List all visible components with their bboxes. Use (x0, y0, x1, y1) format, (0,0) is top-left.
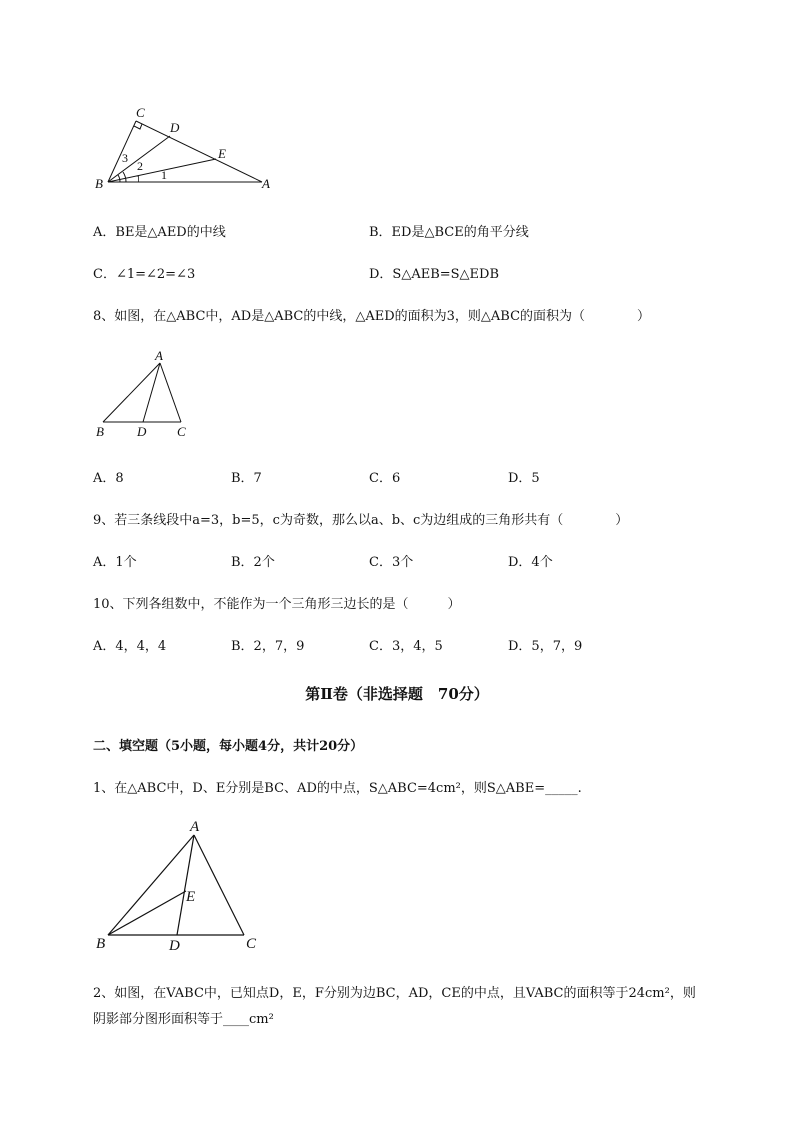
label-D: D (169, 938, 180, 954)
q8-option-d[interactable]: D．5 (508, 471, 540, 486)
q10-option-a[interactable]: A．4，4，4 (93, 639, 167, 654)
section2-heading: 二、填空题（5小题，每小题4分，共计20分） (93, 739, 364, 754)
q10-text: 10、下列各组数中，不能作为一个三角形三边长的是（ ） (93, 597, 461, 612)
label-D: D (170, 120, 180, 135)
q8-option-b[interactable]: B．7 (231, 471, 262, 486)
q7-option-a[interactable]: A．BE是△AED的中线 (93, 225, 226, 240)
q7-figure (90, 103, 290, 193)
q7-option-d[interactable]: D．S△AEB=S△EDB (369, 267, 500, 282)
label-D: D (137, 424, 147, 439)
angle-3-label: 3 (122, 151, 128, 165)
q9-option-c[interactable]: C．3个 (369, 555, 414, 570)
q9-option-b[interactable]: B．2个 (231, 555, 275, 570)
label-A: A (262, 176, 270, 191)
fill2-text-line2: 阴影部分图形面积等于____cm² (93, 1012, 274, 1027)
label-B: B (96, 424, 104, 439)
q8-option-a[interactable]: A．8 (93, 471, 124, 486)
label-A: A (155, 348, 163, 363)
angle-2-label: 2 (137, 159, 143, 173)
label-E: E (218, 146, 226, 161)
angle-1-label-inner: 1 (136, 174, 141, 184)
q8-text: 8、如图，在△ABC中，AD是△ABC的中线，△AED的面积为3，则△ABC的面积为（ ） (93, 309, 651, 324)
fill2-text-line1: 2、如图，在VABC中，已知点D，E，F分别为边BC，AD，CE的中点，且VABC的面积等于24cm²，则 (93, 986, 696, 1001)
q9-option-d[interactable]: D．4个 (508, 555, 553, 570)
part2-title: 第Ⅱ卷（非选择题 70分） (305, 685, 489, 703)
label-C: C (246, 936, 257, 952)
q10-option-d[interactable]: D．5，7，9 (508, 639, 583, 654)
q7-option-b[interactable]: B．ED是△BCE的角平分线 (369, 225, 529, 240)
label-A: A (190, 819, 200, 835)
q7-option-c[interactable]: C．∠1=∠2=∠3 (93, 267, 196, 282)
label-C: C (177, 424, 186, 439)
q8-figure (90, 345, 210, 440)
label-B: B (95, 176, 103, 191)
q10-option-b[interactable]: B．2，7，9 (231, 639, 305, 654)
q9-text: 9、若三条线段中a=3，b=5，c为奇数，那么以a、b、c为边组成的三角形共有（ ） (93, 513, 629, 528)
q10-option-c[interactable]: C．3，4，5 (369, 639, 443, 654)
fill1-text: 1、在△ABC中，D、E分别是BC、AD的中点，S△ABC=4cm²，则S△ABE=_____. (93, 781, 582, 796)
label-C: C (136, 105, 145, 120)
label-E: E (186, 889, 196, 905)
label-B: B (96, 936, 106, 952)
fill1-figure (90, 815, 270, 955)
q9-option-a[interactable]: A．1个 (93, 555, 137, 570)
angle-1-label: 1 (161, 168, 167, 182)
q8-option-c[interactable]: C．6 (369, 471, 401, 486)
